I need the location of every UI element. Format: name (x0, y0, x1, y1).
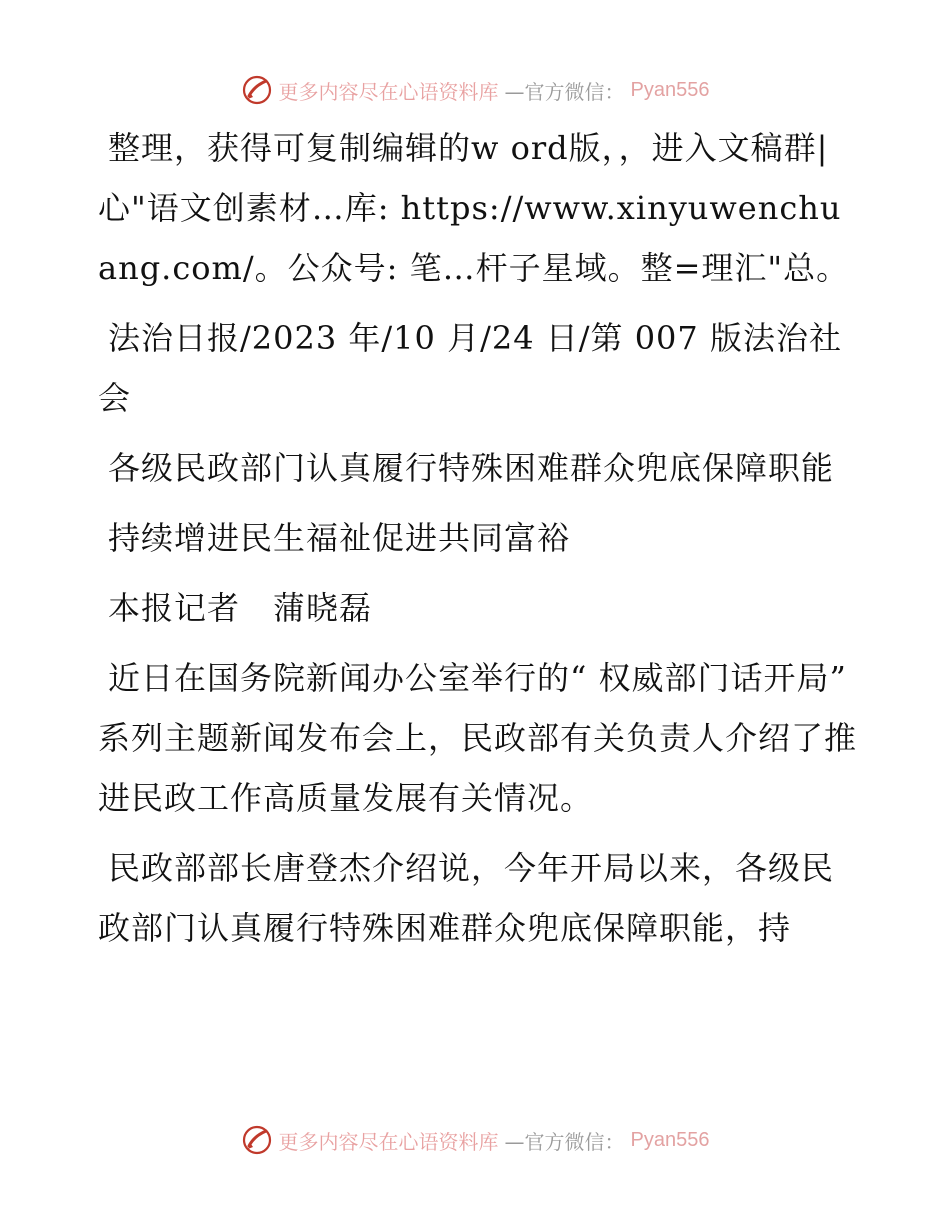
header-watermark-banner (0, 70, 950, 110)
footer-watermark-banner (0, 1120, 950, 1160)
intro-paragraph: 整理，获得可复制编辑的w ord版，，进入文稿群|心"语文创素材…库: https://www.xinyuwenchuang.com/。公众号: 笔…杆子星域。整=理汇"总。 (98, 129, 850, 287)
banner-main-text: 更多内容尽在心语资料库 (278, 79, 499, 104)
banner-main-text: 更多内容尽在心语资料库 (278, 1129, 499, 1154)
banner-wechat-id: Pyan556 (630, 1128, 710, 1151)
subheadline-paragraph: 持续增进民生福祉促进共同富裕 (108, 519, 571, 557)
brush-logo-icon (241, 74, 273, 106)
header-watermark-inner (241, 74, 710, 106)
document-body (98, 118, 858, 968)
footer-watermark-inner (241, 1124, 710, 1156)
banner-sub-text: —官方微信： (504, 79, 625, 104)
body-paragraph: 近日在国务院新闻办公室举行的“ 权威部门话开局” 系列主题新闻发布会上，民政部有关负责人介绍了推进民政工作高质量发展有关情况。 (98, 659, 858, 817)
banner-wechat-id: Pyan556 (630, 78, 710, 101)
banner-sub-text: —官方微信： (504, 1129, 625, 1154)
byline-paragraph: 本报记者 蒲晓磊 (108, 589, 373, 627)
brush-logo-icon (241, 1124, 273, 1156)
body-paragraph: 民政部部长唐登杰介绍说，今年开局以来，各级民政部门认真履行特殊困难群众兜底保障职能，持 (98, 849, 835, 947)
headline-paragraph: 各级民政部门认真履行特殊困难群众兜底保障职能 (108, 449, 835, 487)
source-line: 法治日报/2023 年/10 月/24 日/第 007 版法治社会 (98, 319, 842, 417)
